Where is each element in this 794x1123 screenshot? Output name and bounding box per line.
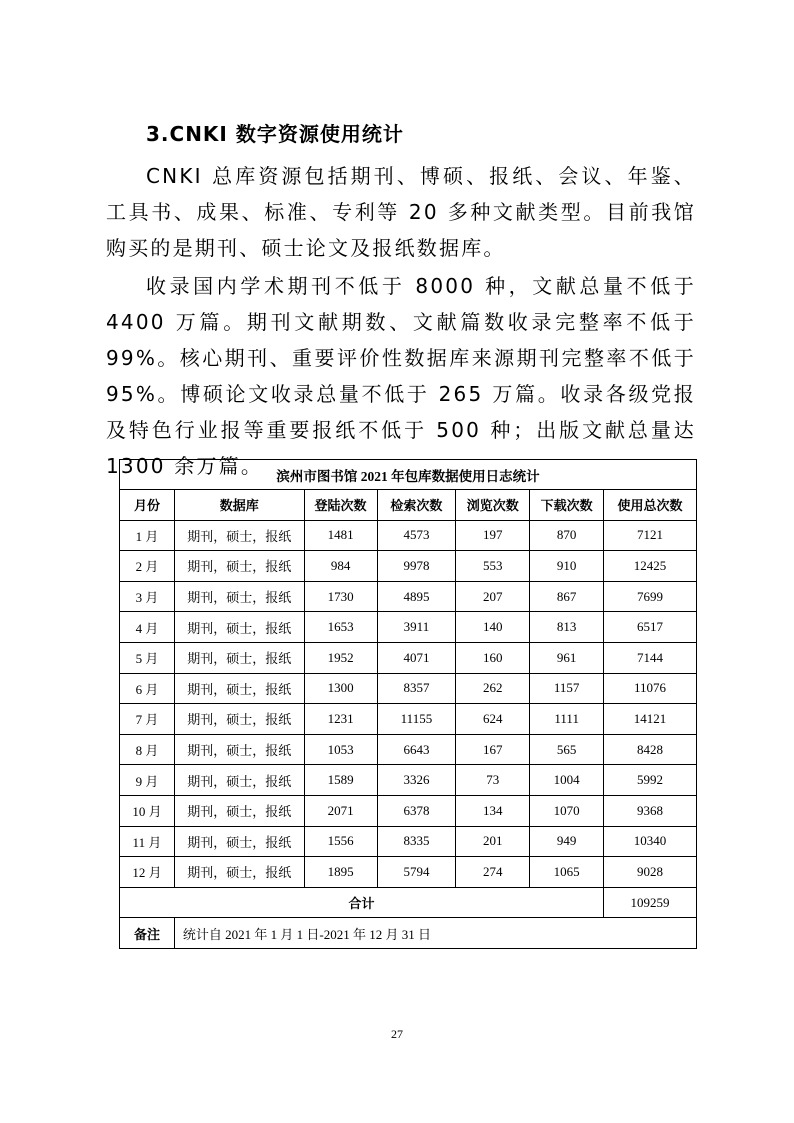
- count-cell: 134: [456, 795, 530, 826]
- count-cell: 3911: [377, 612, 456, 643]
- count-cell: 5794: [377, 857, 456, 888]
- count-cell: 73: [456, 765, 530, 796]
- note-label: 备注: [120, 918, 175, 949]
- table-row: [120, 795, 697, 826]
- count-cell: 201: [456, 826, 530, 857]
- count-cell: 1653: [304, 612, 377, 643]
- count-cell: 167: [456, 734, 530, 765]
- count-cell: 11076: [604, 673, 697, 704]
- paragraph-coverage: 收录国内学术期刊不低于 8000 种，文献总量不低于 4400 万篇。期刊文献期数、文献篇数收录完整率不低于 99%。核心期刊、重要评价性数据库来源期刊完整率不低于 95%。博硕论文收录总量不低于 265 万篇。收录各级党报及特色行业报等重要报纸不低于 500 种；出版文献总量达 1300 余万篇。: [106, 274, 696, 478]
- table-row: [120, 581, 697, 612]
- count-cell: 1004: [530, 765, 604, 796]
- count-cell: 1065: [530, 857, 604, 888]
- table-row: [120, 520, 697, 551]
- table-row: [120, 642, 697, 673]
- count-cell: 867: [530, 581, 604, 612]
- table-row: [120, 857, 697, 888]
- table-header-row: [120, 490, 697, 521]
- count-cell: 6517: [604, 612, 697, 643]
- count-cell: 4573: [377, 520, 456, 551]
- month-cell: 6 月: [120, 673, 175, 704]
- table-row: [120, 673, 697, 704]
- database-cell: 期刊，硕士，报纸: [174, 520, 304, 551]
- table-row: [120, 612, 697, 643]
- column-header: 下载次数: [530, 490, 604, 521]
- month-cell: 11 月: [120, 826, 175, 857]
- count-cell: 870: [530, 520, 604, 551]
- paragraph-intro: CNKI 总库资源包括期刊、博硕、报纸、会议、年鉴、工具书、成果、标准、专利等 20 多种文献类型。目前我馆购买的是期刊、硕士论文及报纸数据库。: [106, 164, 696, 260]
- count-cell: 949: [530, 826, 604, 857]
- count-cell: 11155: [377, 704, 456, 735]
- total-label: 合计: [120, 887, 604, 918]
- count-cell: 1053: [304, 734, 377, 765]
- table-row: [120, 765, 697, 796]
- count-cell: 197: [456, 520, 530, 551]
- count-cell: 1589: [304, 765, 377, 796]
- usage-statistics-table: [119, 459, 697, 949]
- note-row: [120, 918, 697, 949]
- month-cell: 3 月: [120, 581, 175, 612]
- database-cell: 期刊，硕士，报纸: [174, 826, 304, 857]
- month-cell: 10 月: [120, 795, 175, 826]
- column-header: 检索次数: [377, 490, 456, 521]
- count-cell: 1556: [304, 826, 377, 857]
- column-header: 浏览次数: [456, 490, 530, 521]
- count-cell: 553: [456, 551, 530, 582]
- count-cell: 8335: [377, 826, 456, 857]
- count-cell: 1157: [530, 673, 604, 704]
- database-cell: 期刊，硕士，报纸: [174, 765, 304, 796]
- month-cell: 1 月: [120, 520, 175, 551]
- count-cell: 1070: [530, 795, 604, 826]
- database-cell: 期刊，硕士，报纸: [174, 551, 304, 582]
- count-cell: 3326: [377, 765, 456, 796]
- total-value: 109259: [604, 887, 697, 918]
- count-cell: 7121: [604, 520, 697, 551]
- count-cell: 8428: [604, 734, 697, 765]
- count-cell: 8357: [377, 673, 456, 704]
- count-cell: 1952: [304, 642, 377, 673]
- count-cell: 1730: [304, 581, 377, 612]
- database-cell: 期刊，硕士，报纸: [174, 704, 304, 735]
- count-cell: 813: [530, 612, 604, 643]
- count-cell: 1481: [304, 520, 377, 551]
- count-cell: 984: [304, 551, 377, 582]
- count-cell: 2071: [304, 795, 377, 826]
- month-cell: 9 月: [120, 765, 175, 796]
- count-cell: 14121: [604, 704, 697, 735]
- note-text: 统计自 2021 年 1 月 1 日-2021 年 12 月 31 日: [174, 918, 696, 949]
- section-heading: 3.CNKI 数字资源使用统计: [146, 122, 404, 146]
- database-cell: 期刊，硕士，报纸: [174, 795, 304, 826]
- count-cell: 910: [530, 551, 604, 582]
- count-cell: 6643: [377, 734, 456, 765]
- count-cell: 1895: [304, 857, 377, 888]
- count-cell: 5992: [604, 765, 697, 796]
- count-cell: 4071: [377, 642, 456, 673]
- page-number: 27: [391, 1027, 403, 1041]
- table-title: 滨州市图书馆 2021 年包库数据使用日志统计: [120, 460, 697, 490]
- database-cell: 期刊，硕士，报纸: [174, 734, 304, 765]
- count-cell: 7144: [604, 642, 697, 673]
- count-cell: 9028: [604, 857, 697, 888]
- count-cell: 10340: [604, 826, 697, 857]
- count-cell: 7699: [604, 581, 697, 612]
- count-cell: 140: [456, 612, 530, 643]
- count-cell: 1111: [530, 704, 604, 735]
- count-cell: 6378: [377, 795, 456, 826]
- count-cell: 207: [456, 581, 530, 612]
- count-cell: 624: [456, 704, 530, 735]
- table-row: [120, 704, 697, 735]
- database-cell: 期刊，硕士，报纸: [174, 642, 304, 673]
- count-cell: 274: [456, 857, 530, 888]
- count-cell: 961: [530, 642, 604, 673]
- month-cell: 7 月: [120, 704, 175, 735]
- column-header: 登陆次数: [304, 490, 377, 521]
- database-cell: 期刊，硕士，报纸: [174, 612, 304, 643]
- column-header: 数据库: [174, 490, 304, 521]
- count-cell: 9978: [377, 551, 456, 582]
- month-cell: 8 月: [120, 734, 175, 765]
- count-cell: 12425: [604, 551, 697, 582]
- database-cell: 期刊，硕士，报纸: [174, 857, 304, 888]
- month-cell: 4 月: [120, 612, 175, 643]
- month-cell: 12 月: [120, 857, 175, 888]
- count-cell: 9368: [604, 795, 697, 826]
- column-header: 月份: [120, 490, 175, 521]
- total-row: [120, 887, 697, 918]
- database-cell: 期刊，硕士，报纸: [174, 581, 304, 612]
- month-cell: 5 月: [120, 642, 175, 673]
- table-row: [120, 734, 697, 765]
- database-cell: 期刊，硕士，报纸: [174, 673, 304, 704]
- month-cell: 2 月: [120, 551, 175, 582]
- table-row: [120, 826, 697, 857]
- count-cell: 1300: [304, 673, 377, 704]
- count-cell: 4895: [377, 581, 456, 612]
- count-cell: 565: [530, 734, 604, 765]
- table-row: [120, 551, 697, 582]
- count-cell: 262: [456, 673, 530, 704]
- column-header: 使用总次数: [604, 490, 697, 521]
- count-cell: 1231: [304, 704, 377, 735]
- count-cell: 160: [456, 642, 530, 673]
